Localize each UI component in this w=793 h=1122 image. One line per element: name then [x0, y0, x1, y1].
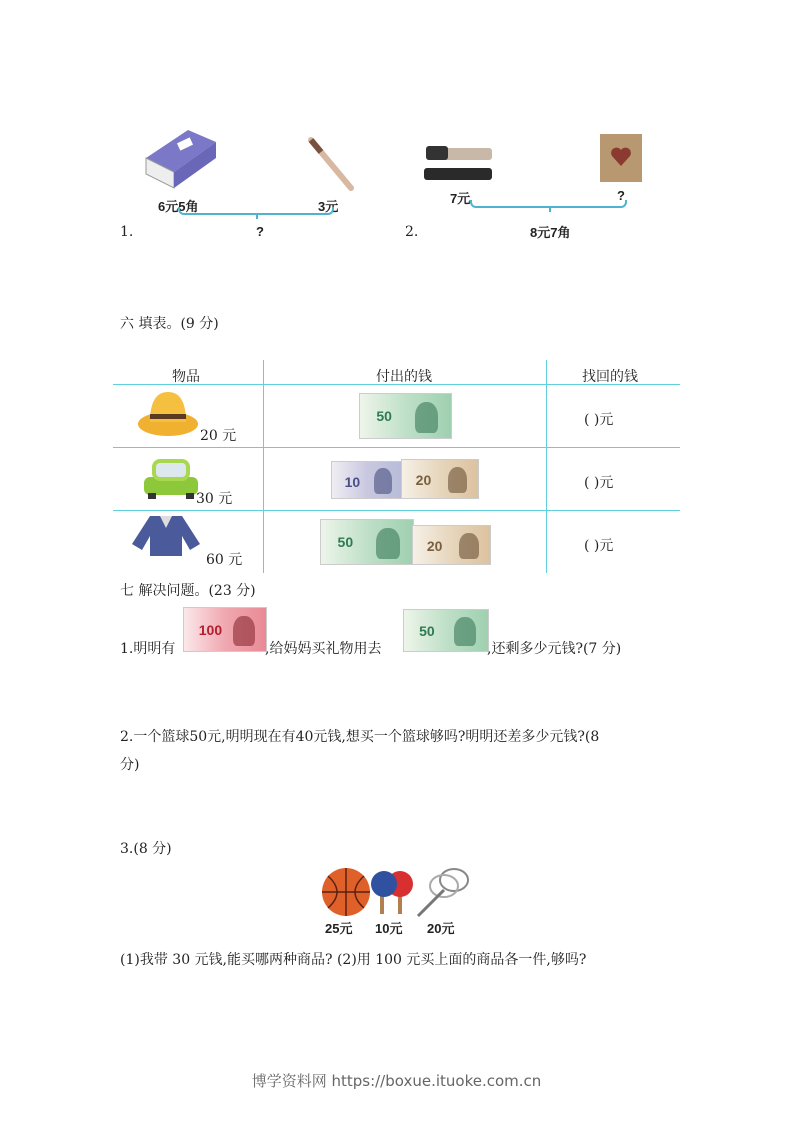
q3-title: 3.(8 分)	[120, 841, 172, 857]
pen-icon	[305, 136, 357, 192]
total-price: 8元7角	[530, 225, 571, 240]
banknote-20: 20	[401, 459, 479, 499]
q1-text-start: 1.明明有	[120, 641, 176, 657]
banknote-10: 10	[331, 461, 403, 499]
header-item: 物品	[172, 369, 200, 385]
basketball-icon	[320, 867, 372, 917]
item-price: 60 元	[206, 552, 243, 568]
stapler-price: 7元	[450, 191, 471, 206]
banknote-50: 50	[320, 519, 414, 565]
badminton-racket-icon	[414, 864, 472, 920]
hat-icon	[136, 388, 200, 438]
change-answer-blank[interactable]: ( )元	[584, 412, 614, 428]
banknote-100: 100	[183, 607, 267, 652]
notebook-icon	[598, 132, 644, 184]
q1-text-middle: ,给妈妈买礼物用去	[265, 641, 382, 657]
item-price: 30 元	[196, 491, 233, 507]
banknote-50: 50	[359, 393, 452, 439]
banknote-20: 20	[412, 525, 491, 565]
section-title: 七 解决问题。(23 分)	[120, 583, 256, 599]
q2-text-cont: 分)	[120, 757, 140, 773]
pen-price: 3元	[318, 199, 339, 214]
header-paid: 付出的钱	[376, 369, 432, 385]
book-icon	[138, 128, 218, 190]
question-number: 2.	[405, 224, 419, 240]
section-title: 六 填表。(9 分)	[120, 316, 219, 332]
q1-text-end: ,还剩多少元钱?(7 分)	[487, 641, 622, 657]
header-change: 找回的钱	[582, 369, 638, 385]
change-answer-blank[interactable]: ( )元	[584, 538, 614, 554]
footer-watermark: 博学资料网 https://boxue.ituoke.com.cn	[251, 1072, 542, 1090]
sweater-icon	[130, 514, 202, 558]
brace	[178, 207, 334, 215]
ping-pong-paddles-icon	[370, 866, 414, 918]
book-price: 6元5角	[158, 199, 199, 214]
car-icon	[142, 455, 200, 501]
brace	[470, 200, 627, 208]
stapler-icon	[420, 142, 494, 184]
paddles-price: 10元	[375, 921, 403, 936]
total-unknown: ?	[256, 224, 264, 239]
notebook-price: ?	[617, 188, 625, 203]
banknote-50: 50	[403, 609, 489, 652]
item-price: 20 元	[200, 428, 237, 444]
q3-questions: (1)我带 30 元钱,能买哪两种商品? (2)用 100 元买上面的商品各一件,够吗?	[120, 952, 587, 968]
change-answer-blank[interactable]: ( )元	[584, 475, 614, 491]
racket-price: 20元	[427, 921, 455, 936]
q2-text: 2.一个篮球50元,明明现在有40元钱,想买一个篮球够吗?明明还差多少元钱?(8	[120, 729, 600, 745]
basketball-price: 25元	[325, 921, 353, 936]
question-number: 1.	[120, 224, 134, 240]
